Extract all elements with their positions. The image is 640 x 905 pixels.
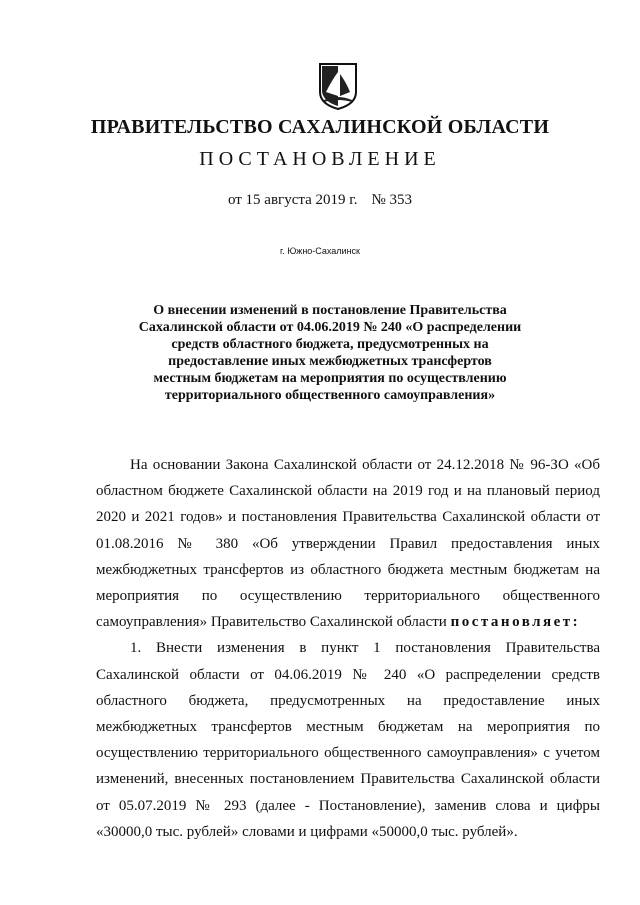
decree-body (96, 452, 600, 845)
subject-line: Сахалинской области от 04.06.2019 № 240 «О распределении (138, 320, 522, 335)
decree-number: № 353 (371, 192, 413, 208)
subject-line: предоставление иных межбюджетных трансфертов (168, 354, 492, 369)
city: г. Южно-Сахалинск (280, 246, 360, 256)
subject-line: территориального общественного самоуправления» (164, 388, 496, 403)
subject-line: местным бюджетам на мероприятия по осуществлению (153, 371, 507, 386)
document-type: ПОСТАНОВЛЕНИЕ (199, 148, 441, 170)
government-title: ПРАВИТЕЛЬСТВО САХАЛИНСКОЙ ОБЛАСТИ (90, 116, 550, 138)
resolves-keyword: постановляет: (450, 614, 581, 631)
body-paragraph: 1. Внести изменения в пункт 1 постановления Правительства Сахалинской области от 04.06.2019 № 240 «О распределении средств областного бюджета, предусмотренных на предоставление иных межбюджетных трансфертов местным бюджетам на мероприятия по осуществлению территориального общественного самоуправления» с учетом изменений, внесенных постановлением Правительства Сахалинской области от 05.07.2019 № 293 (далее - Постановление), заменив слова и цифры «30000,0 тыс. рублей» словами и цифрами «50000,0 тыс. рублей». (96, 640, 600, 840)
subject-line: средств областного бюджета, предусмотренных на (171, 337, 489, 352)
date-line (0, 192, 640, 209)
decree-date: от 15 августа 2019 г. (227, 192, 358, 208)
decree-subject (110, 302, 550, 404)
subject-line: О внесении изменений в постановление Правительства (153, 303, 507, 318)
body-paragraph (96, 452, 600, 635)
paragraph-text: На основании Закона Сахалинской области от 24.12.2018 № 96-ЗО «Об областном бюджете Сахалинской области на 2019 год и на плановый период 2020 и 2021 годов» и постановления Правительства Сахалинской области от 01.08.2016 № 380 «Об утверждении Правил предоставления иных межбюджетных трансфертов из областного бюджета местным бюджетам на мероприятия по осуществлению территориального общественного самоуправления» Правительство Сахалинской области (96, 457, 600, 631)
sakhalin-coat-of-arms-icon (318, 62, 358, 110)
